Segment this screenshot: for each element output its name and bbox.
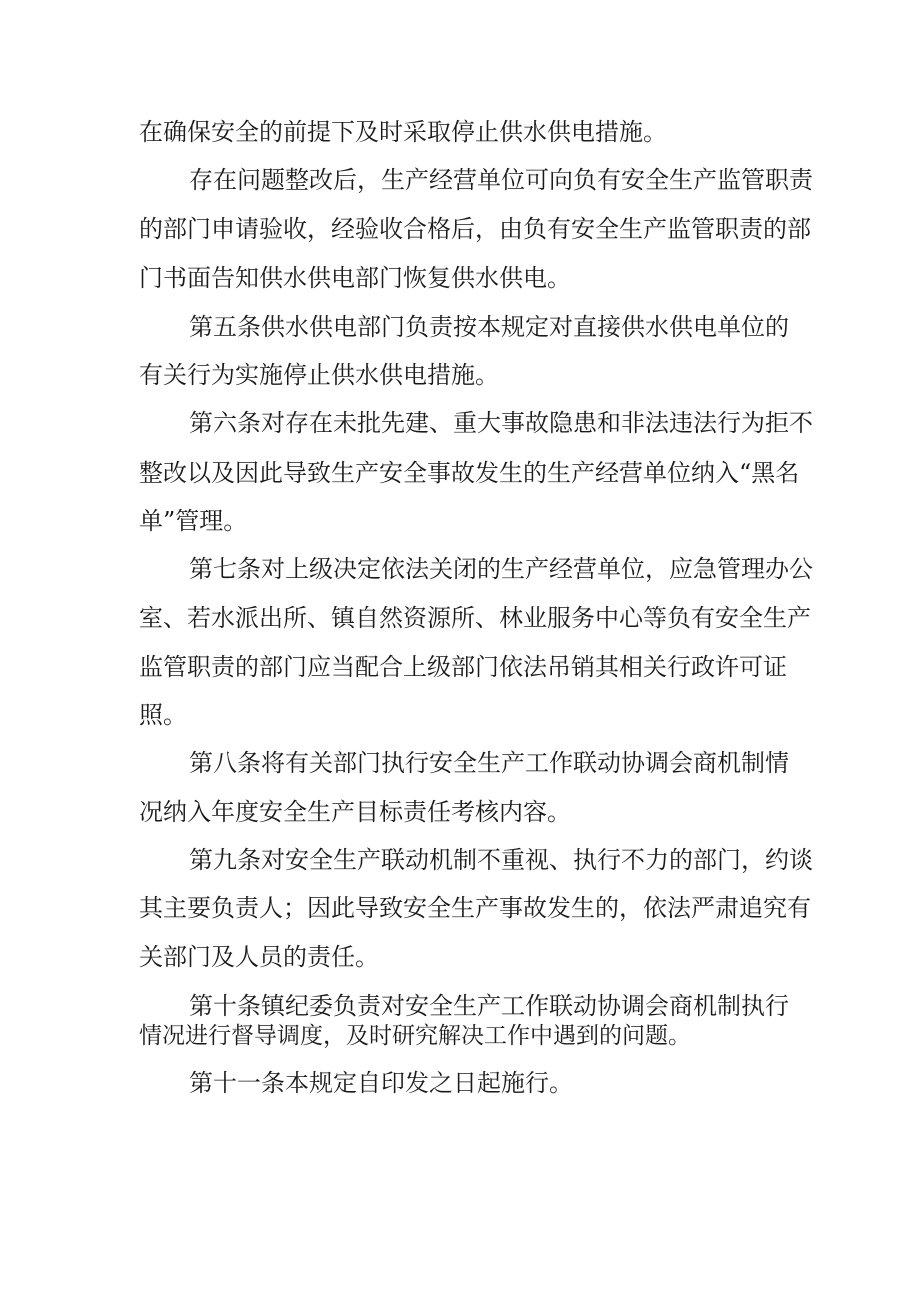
paragraph-line: 监管职责的部门应当配合上级部门依法吊销其相关行政许可证	[139, 653, 787, 681]
paragraph-line: 第六条对存在未批先建、重大事故隐患和非法违法行为拒不	[189, 409, 813, 437]
paragraph-line: 存在问题整改后，生产经营单位可向负有安全生产监管职责	[189, 166, 813, 194]
paragraph-line: 单”管理。	[139, 507, 248, 535]
paragraph-line: 第七条对上级决定依法关闭的生产经营单位，应急管理办公	[189, 555, 813, 583]
paragraph-line: 有关行为实施停止供水供电措施。	[139, 361, 499, 389]
paragraph-line: 情况进行督导调度，及时研究解决工作中遇到的问题。	[139, 1023, 691, 1049]
paragraph-line: 照。	[139, 701, 187, 729]
paragraph-line: 第十条镇纪委负责对安全生产工作联动协调会商机制执行	[189, 992, 789, 1020]
paragraph-line: 其主要负责人；因此导致安全生产事故发生的，依法严肃追究有	[139, 894, 811, 922]
paragraph-line: 整改以及因此导致生产安全事故发生的生产经营单位纳入“黑名	[139, 459, 800, 487]
paragraph-line: 第十一条本规定自印发之日起施行。	[189, 1069, 573, 1097]
paragraph-line: 关部门及人员的责任。	[139, 943, 379, 971]
paragraph-line: 室、若水派出所、镇自然资源所、林业服务中心等负有安全生产	[139, 604, 811, 632]
paragraph-line: 的部门申请验收，经验收合格后，由负有安全生产监管职责的部	[139, 215, 811, 243]
paragraph-line: 第九条对安全生产联动机制不重视、执行不力的部门，约谈	[189, 846, 813, 874]
paragraph-line: 在确保安全的前提下及时采取停止供水供电措施。	[139, 118, 667, 146]
paragraph-line: 门书面告知供水供电部门恢复供水供电。	[139, 264, 571, 292]
paragraph-line: 况纳入年度安全生产目标责任考核内容。	[139, 798, 571, 826]
paragraph-line: 第五条供水供电部门负责按本规定对直接供水供电单位的	[189, 313, 789, 341]
paragraph-line: 第八条将有关部门执行安全生产工作联动协调会商机制情	[189, 749, 789, 777]
